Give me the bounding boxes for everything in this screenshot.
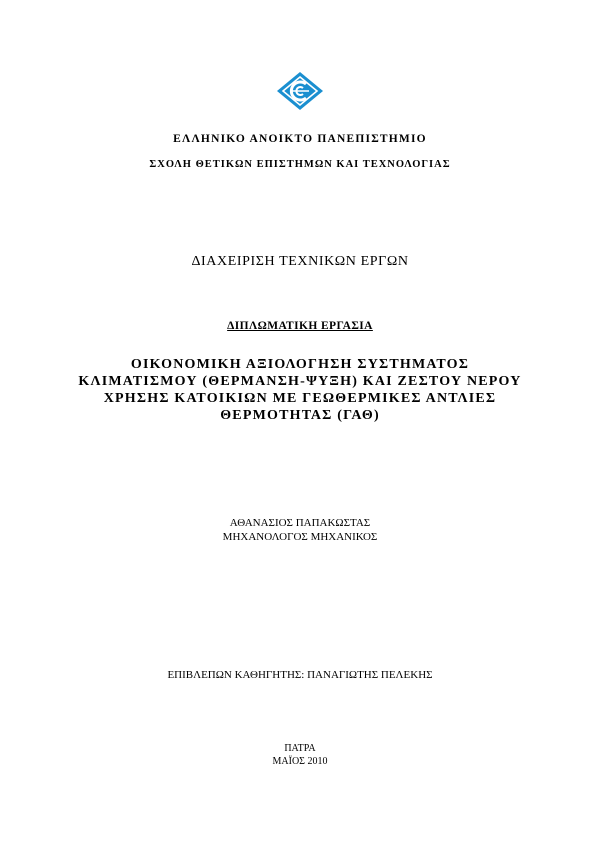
- thesis-title-line: ΘΕΡΜΟΤΗΤΑΣ (ΓΑΘ): [220, 408, 380, 423]
- date: ΜΑΪΟΣ 2010: [272, 756, 328, 767]
- thesis-title-line: ΧΡΗΣΗΣ ΚΑΤΟΙΚΙΩΝ ΜΕ ΓΕΩΘΕΡΜΙΚΕΣ ΑΝΤΛΙΕΣ: [103, 391, 497, 406]
- thesis-title-line: ΚΛΙΜΑΤΙΣΜΟΥ (ΘΕΡΜΑΝΣΗ-ΨΥΞΗ) ΚΑΙ ΖΕΣΤΟΥ ΝΕΡΟΥ: [78, 374, 522, 389]
- author-name: ΑΘΑΝΑΣΙΟΣ ΠΑΠΑΚΩΣΤΑΣ: [229, 517, 371, 529]
- school-name: ΣΧΟΛΗ ΘΕΤΙΚΩΝ ΕΠΙΣΤΗΜΩΝ ΚΑΙ ΤΕΧΝΟΛΟΓΙΑΣ: [149, 159, 451, 170]
- course-name: ΔΙΑΧΕΙΡΙΣΗ ΤΕΧΝΙΚΩΝ ΕΡΓΩΝ: [191, 254, 409, 269]
- university-name: ΕΛΛΗΝΙΚΟ ΑΝΟΙΚΤΟ ΠΑΝΕΠΙΣΤΗΜΙΟ: [173, 133, 427, 145]
- thesis-title: [0, 356, 600, 424]
- supervisor: ΕΠΙΒΛΕΠΩΝ ΚΑΘΗΓΗΤΗΣ: ΠΑΝΑΓΙΩΤΗΣ ΠΕΛΕΚΗΣ: [167, 669, 433, 681]
- thesis-type: ΔΙΠΛΩΜΑΤΙΚΗ ΕΡΓΑΣΙΑ: [227, 320, 373, 332]
- author-profession: ΜΗΧΑΝΟΛΟΓΟΣ ΜΗΧΑΝΙΚΟΣ: [222, 531, 378, 543]
- city: ΠΑΤΡΑ: [284, 743, 316, 754]
- thesis-title-line: ΟΙΚΟΝΟΜΙΚΗ ΑΞΙΟΛΟΓΗΣΗ ΣΥΣΤΗΜΑΤΟΣ: [130, 357, 470, 372]
- university-logo-icon: [276, 71, 324, 111]
